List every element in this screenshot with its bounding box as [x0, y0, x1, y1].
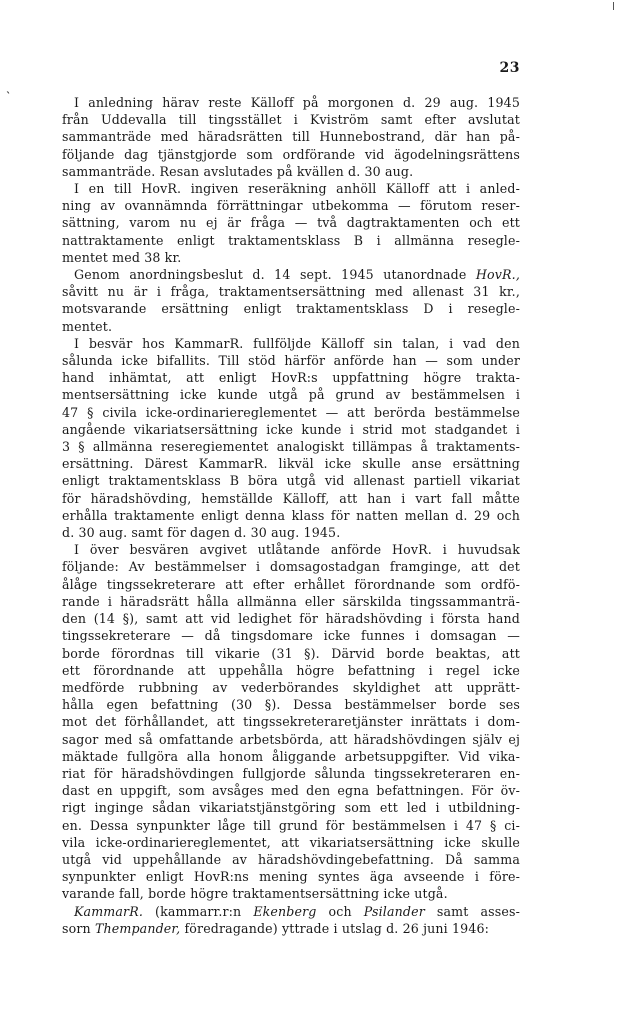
text-line: ålåge tingssekreterare att efter erhållet förordnande som ordfö- [62, 576, 520, 592]
text-line: rande i häradsrätt hålla allmänna eller särskilda tingssammanträ- [62, 593, 520, 609]
text-line: varande fall, borde högre traktamentsersättning icke utgå. [62, 886, 448, 902]
text-line: följande dag tjänstgjorde som ordförande vid ägodelningsrättens [62, 146, 520, 162]
text-line: 47 § civila icke-ordinariereglementet — att berörda bestämmelse [62, 404, 520, 420]
text-run: Genom anordningsbeslut d. 14 sept. 1945 utanordnade [74, 267, 476, 283]
text-line: följande: Av bestämmelser i domsagostadgan framginge, att det [62, 559, 520, 575]
text-line: I över besvären avgivet utlåtande anförde HovR. i huvudsak [74, 542, 520, 558]
text-run: sorn [62, 920, 95, 936]
paragraph-4 [62, 335, 520, 541]
text-line: från Uddevalla till tingsstället i Kviström samt efter avslutat [62, 112, 520, 128]
text-line: mentet. [62, 318, 113, 334]
paragraph-3 [62, 266, 520, 335]
text-line: ning av ovannämnda förrättningar utbekomma — förutom reser- [62, 198, 520, 214]
text-line: dast en uppgift, som avsåges med den egna befattningen. För öv- [62, 783, 520, 799]
text-line: mentsersättning icke kunde utgå på grund av bestämmelsen i [62, 387, 520, 403]
text-line: den (14 §), samt att vid ledighet för häradshövding i första hand [62, 611, 520, 627]
text-run: samt asses- [424, 903, 520, 919]
text-line: 3 § allmänna reseregiementet analogiskt tillämpas å traktaments- [62, 439, 520, 455]
margin-mark: ` [6, 92, 11, 103]
page-edge-mark [613, 2, 614, 10]
text-run: och [316, 903, 364, 919]
italic-run: HovR., [475, 267, 520, 283]
document-body [62, 94, 520, 937]
italic-run: Thempander, [94, 920, 181, 936]
text-line: medförde rubbning av vederbörandes skyldighet att upprätt- [62, 679, 520, 695]
text-line: synpunkter enligt HovR:ns mening syntes äga avseende i före- [62, 869, 520, 885]
text-line: sättning, varom nu ej är fråga — två dagtraktamenten och ett [62, 215, 520, 231]
text-line: I besvär hos KammarR. fullföljde Källoff sin talan, i vad den [74, 335, 520, 351]
text-line: hand inhämtat, att enligt HovR:s uppfattning högre trakta- [62, 370, 520, 386]
text-line: tingssekreterare — då tingsdomare icke funnes i domsagan — [62, 628, 520, 644]
page-number: 23 [499, 60, 520, 76]
text-line: ett förordnande att uppehålla högre befattning i regel icke [62, 662, 520, 678]
italic-run: Ekenberg [253, 903, 317, 919]
text-line: vila icke-ordinariereglementet, att vikariatsersättning icke skulle [62, 834, 520, 850]
text-line: mentet med 38 kr. [62, 249, 182, 265]
text-line: mot det förhållandet, att tingssekreteraretjänster inrättats i dom- [62, 714, 520, 730]
italic-run: KammarR. [74, 903, 144, 919]
text-run: föredragande) yttrade i utslag d. 26 juni 1946: [180, 920, 490, 936]
text-line [62, 903, 520, 920]
text-line: enligt traktamentsklass B böra utgå vid allenast partiell vikariat [62, 473, 520, 489]
italic-run: Psilander [363, 903, 425, 919]
paragraph-2 [62, 180, 520, 266]
text-line [62, 920, 520, 937]
text-line [62, 266, 520, 283]
text-line: sålunda icke bifallits. Till stöd härför anförde han — som under [62, 353, 520, 369]
text-run: (kammarr.r:n [143, 903, 254, 919]
paragraph-5 [62, 541, 520, 902]
text-line: sammanträde. Resan avslutades på kvällen d. 30 aug. [62, 163, 414, 179]
text-line: en. Dessa synpunkter låge till grund för bestämmelsen i 47 § ci- [62, 817, 520, 833]
text-line: hålla egen befattning (30 §). Dessa bestämmelser borde ses [62, 697, 520, 713]
text-line: riat för häradshövdingen fullgjorde sålunda tingssekreteraren en- [62, 765, 520, 781]
text-line: I en till HovR. ingiven reseräkning anhöll Källoff att i anled- [74, 181, 520, 197]
paragraph-6 [62, 903, 520, 937]
text-line: I anledning härav reste Källoff på morgonen d. 29 aug. 1945 [74, 95, 520, 110]
text-line: erhålla traktamente enligt denna klass för natten mellan d. 29 och [62, 507, 520, 523]
text-line: utgå vid uppehållande av häradshövdingebefattning. Då samma [62, 851, 520, 867]
text-line: rigt inginge sådan vikariatstjänstgöring som ett led i utbildning- [62, 800, 520, 816]
text-line: ersättning. Därest KammarR. likväl icke skulle anse ersättning [62, 456, 520, 472]
text-line: för häradshövding, hemställde Källoff, att han i vart fall måtte [62, 490, 520, 506]
text-line: borde förordnas till vikarie (31 §). Därvid borde beaktas, att [62, 645, 520, 661]
text-line: sammanträde med häradsrätten till Hunnebostrand, där han på- [62, 129, 520, 145]
text-line: motsvarande ersättning enligt traktamentsklass D i resegle- [62, 301, 520, 317]
text-line: nattraktamente enligt traktamentsklass B i allmänna resegle- [62, 232, 520, 248]
paragraph-1 [62, 94, 520, 180]
text-line: såvitt nu är i fråga, traktamentsersättning med allenast 31 kr., [62, 284, 520, 300]
text-line: sagor med så omfattande arbetsbörda, att häradshövdingen själv ej [62, 731, 520, 747]
text-line: d. 30 aug. samt för dagen d. 30 aug. 1945. [62, 525, 341, 541]
text-line: mäktade fullgöra alla honom åliggande arbetsuppgifter. Vid vika- [62, 748, 520, 764]
text-line: angående vikariatsersättning icke kunde i strid mot stadgandet i [62, 421, 520, 437]
